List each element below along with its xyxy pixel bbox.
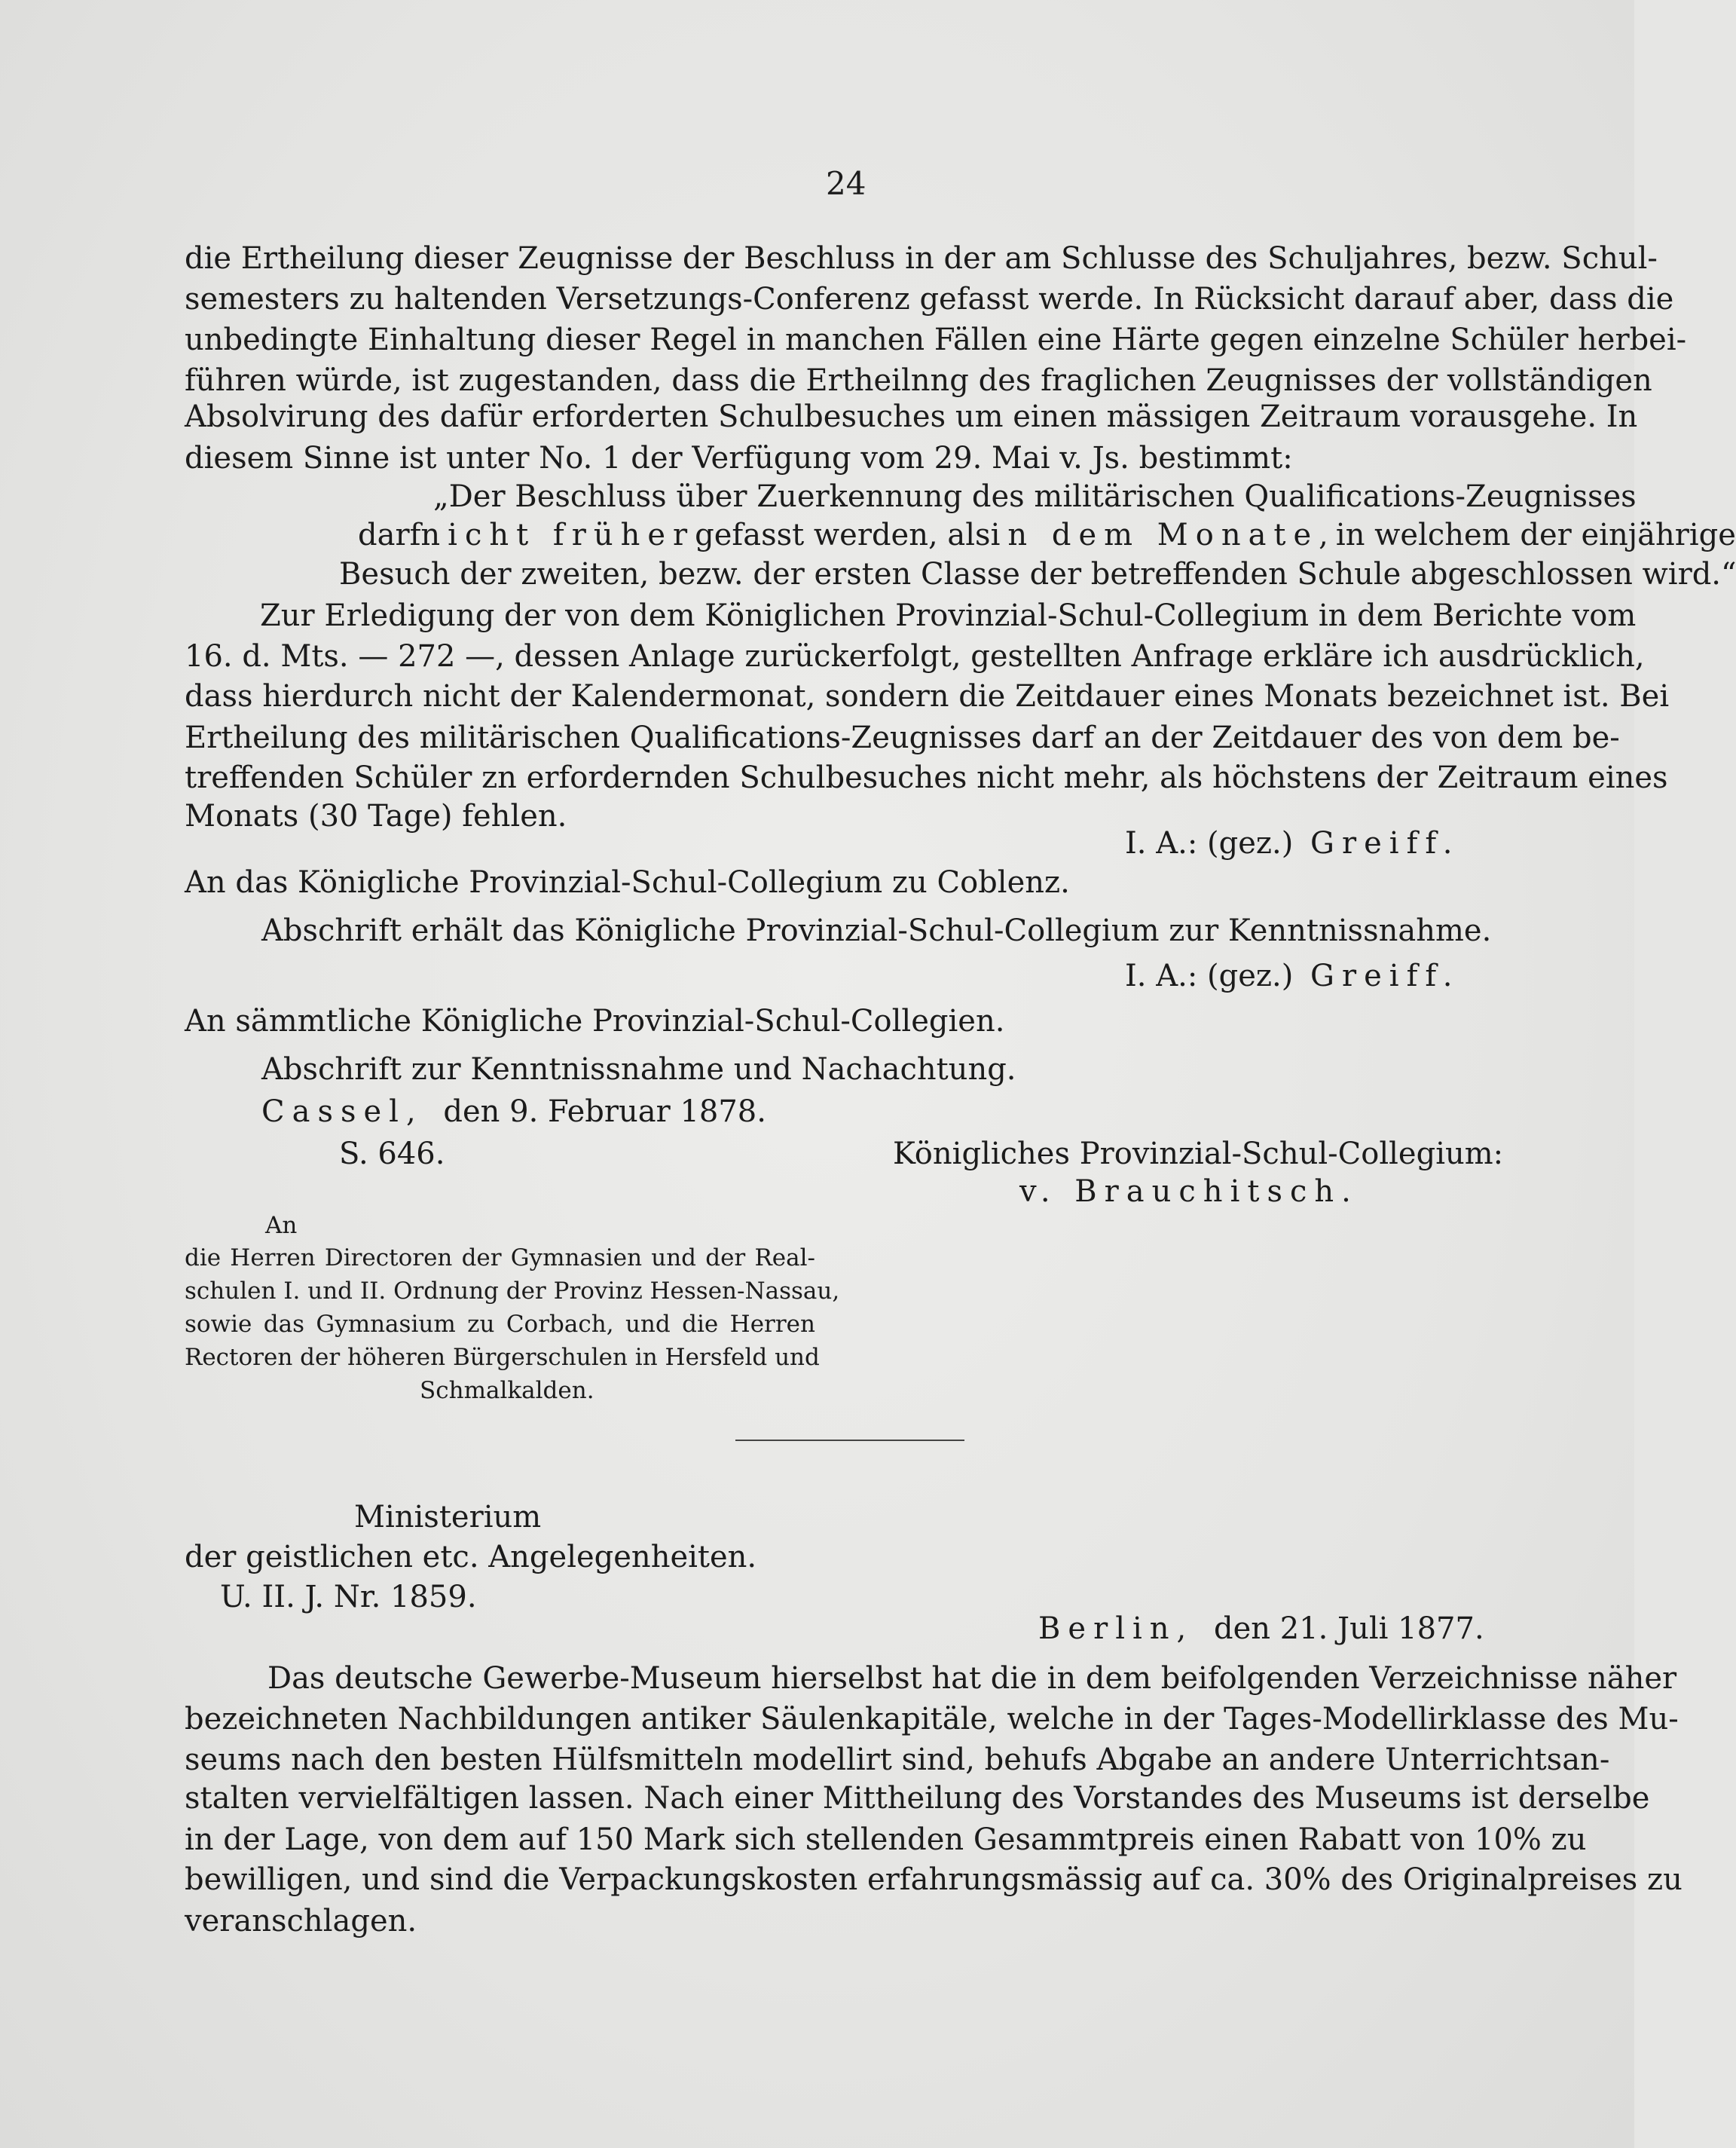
paragraph-2-line: treffenden Schüler zn erfordernden Schulbesuches nicht mehr, als höchstens der Zeitraum eines (185, 760, 1668, 795)
recipients-line: schulen I. und II. Ordnung der Provinz Hessen-Nassau, (185, 1277, 840, 1305)
place: Berlin, (1038, 1611, 1194, 1646)
quote-text: gefasst werden, als (695, 518, 991, 552)
paragraph-2-line: Ertheilung des militärischen Qualifications-Zeugnisses darf an der Zeitdauer des von dem be- (185, 721, 1620, 755)
signature-line (1125, 824, 1459, 863)
ministry-department: der geistlichen etc. Angelegenheiten. (185, 1540, 757, 1574)
place: Cassel, (261, 1094, 423, 1129)
signature-name: Greiff. (1310, 826, 1460, 861)
date: den 21. Juli 1877. (1213, 1611, 1484, 1646)
paragraph-1-line: Absolvirung des dafür erforderten Schulbesuches um einen mässigen Zeitraum vorausgehe. In (185, 399, 1638, 434)
page-number: 24 (826, 165, 866, 202)
paragraph-3-line: seums nach den besten Hülfsmitteln modellirt sind, behufs Abgabe an andere Unterrichtsan- (185, 1743, 1610, 1777)
paragraph-2-line: dass hierdurch nicht der Kalendermonat, sondern die Zeitdauer eines Monats bezeichnet ist. Bei (185, 679, 1670, 714)
recipients-line: Rectoren der höheren Bürgerschulen in Hersfeld und (185, 1344, 820, 1371)
recipients-an: An (265, 1212, 298, 1239)
paragraph-3-line: veranschlagen. (185, 1904, 417, 1938)
copy-note: Abschrift erhält das Königliche Provinzial-Schul-Collegium zur Kenntnissnahme. (261, 913, 1492, 948)
place-date (261, 1092, 766, 1131)
paragraph-1-line: führen würde, ist zugestanden, dass die Ertheilnng des fraglichen Zeugnisses der vollständigen (185, 363, 1652, 398)
recipients-line: sowie das Gymnasium zu Corbach, und die Herren (185, 1311, 815, 1338)
paragraph-3-line: bewilligen, und sind die Verpackungskosten erfahrungsmässig auf ca. 30% des Originalpreises zu (185, 1862, 1683, 1897)
quote-line (358, 516, 1736, 555)
paragraph-3-line: stalten vervielfältigen lassen. Nach einer Mittheilung des Vorstandes des Museums ist derselbe (185, 1781, 1650, 1816)
ministry-title: Ministerium (354, 1500, 542, 1535)
paragraph-3-line: in der Lage, von dem auf 150 Mark sich stellenden Gesammtpreis einen Rabatt von 10% zu (185, 1822, 1587, 1857)
quote-emphasis: in dem Monate, (990, 518, 1336, 552)
paragraph-2-line: 16. d. Mts. — 272 —, dessen Anlage zurückerfolgt, gestellten Anfrage erkläre ich ausdrücklich, (185, 639, 1645, 674)
quote-emphasis: nicht früher (420, 518, 695, 552)
signature-line (1125, 956, 1459, 996)
place-date (1038, 1609, 1484, 1648)
addressee: An das Königliche Provinzial-Schul-Collegium zu Coblenz. (185, 865, 1070, 900)
paragraph-1-line: unbedingte Einhaltung dieser Regel in manchen Fällen eine Härte gegen einzelne Schüler herbei- (185, 323, 1687, 357)
reference-number: S. 646. (339, 1137, 445, 1171)
paragraph-1-line: die Ertheilung dieser Zeugnisse der Beschluss in der am Schlusse des Schuljahres, bezw. Schul- (185, 241, 1658, 276)
paragraph-1-line: diesem Sinne ist unter No. 1 der Verfügung vom 29. Mai v. Js. bestimmt: (185, 441, 1293, 476)
quote-line: „Der Beschluss über Zuerkennung des militärischen Qualifications-Zeugnisses (433, 479, 1637, 514)
signature-name: Greiff. (1310, 959, 1460, 993)
paragraph-3-line: bezeichneten Nachbildungen antiker Säulenkapitäle, welche in der Tages-Modellirklasse des Mu- (185, 1702, 1679, 1736)
authority-signature: v. Brauchitsch. (1019, 1174, 1359, 1209)
paragraph-2-line: Zur Erledigung der von dem Königlichen Provinzial-Schul-Collegium in dem Berichte vom (260, 598, 1637, 633)
quote-text: darf (358, 518, 421, 552)
paragraph-3-line: Das deutsche Gewerbe-Museum hierselbst hat die in dem beifolgenden Verzeichnisse näher (267, 1661, 1677, 1696)
signature-prefix: I. A.: (gez.) (1125, 959, 1294, 993)
signature-prefix: I. A.: (gez.) (1125, 826, 1294, 861)
addressee: An sämmtliche Königliche Provinzial-Schul-Collegien. (185, 1004, 1005, 1039)
quote-text: in welchem der einjährige (1335, 518, 1736, 552)
copy-note: Abschrift zur Kenntnissnahme und Nachachtung. (261, 1052, 1016, 1087)
recipients-line: die Herren Directoren der Gymnasien und der Real- (185, 1244, 815, 1271)
ministry-file-number: U. II. J. Nr. 1859. (220, 1580, 477, 1614)
date: den 9. Februar 1878. (443, 1094, 766, 1129)
paragraph-1-line: semesters zu haltenden Versetzungs-Conferenz gefasst werde. In Rücksicht darauf aber, dass die (185, 282, 1674, 317)
paragraph-2-line: Monats (30 Tage) fehlen. (185, 799, 567, 834)
quote-line: Besuch der zweiten, bezw. der ersten Classe der betreffenden Schule abgeschlossen wird.“ (339, 557, 1736, 592)
recipients-line: Schmalkalden. (420, 1377, 594, 1404)
section-divider (735, 1440, 964, 1441)
authority: Königliches Provinzial-Schul-Collegium: (893, 1137, 1504, 1171)
